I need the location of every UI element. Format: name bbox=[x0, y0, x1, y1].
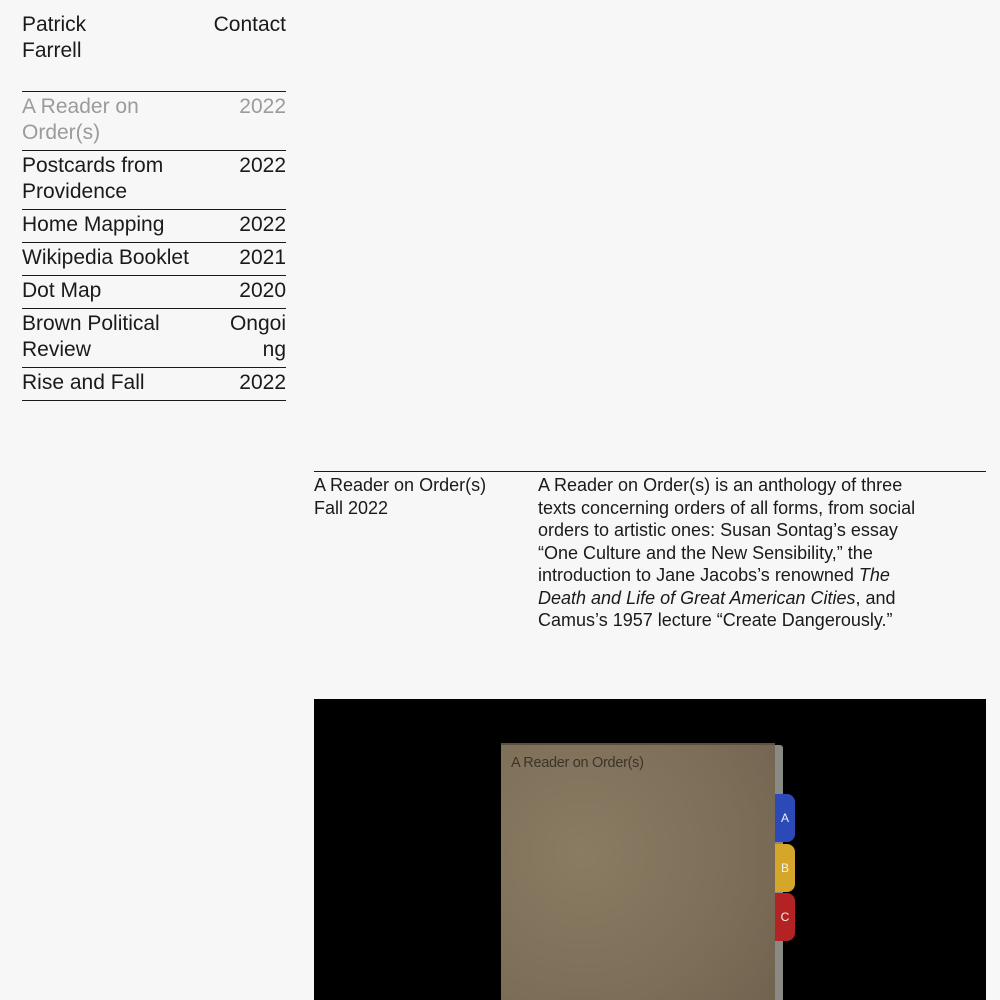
project-item-wikipedia-booklet[interactable] bbox=[22, 243, 286, 276]
project-title: Dot Map bbox=[22, 279, 102, 302]
book-tab-c: C bbox=[775, 893, 795, 941]
description-italic-title: The Death and Life of Great American Cities bbox=[538, 565, 890, 608]
book-tab-b: B bbox=[775, 844, 795, 892]
project-detail bbox=[314, 471, 986, 630]
project-detail-title: A Reader on Order(s) bbox=[314, 475, 487, 495]
site-name[interactable]: Patrick Farrell bbox=[22, 13, 87, 62]
project-year: 2022 bbox=[239, 95, 286, 118]
sidebar bbox=[22, 12, 286, 401]
project-description bbox=[538, 474, 933, 632]
contact-link[interactable]: Contact bbox=[213, 13, 286, 36]
book-tab-a: A bbox=[775, 794, 795, 842]
project-title: Wikipedia Booklet bbox=[22, 246, 189, 269]
project-year: 2022 bbox=[239, 213, 286, 236]
project-item-postcards-from-providence[interactable] bbox=[22, 151, 286, 210]
description-text: A Reader on Order(s) is an anthology of three texts concerning orders of all forms, from social orders to artistic ones: Susan Sontag’s essay “One Culture and the New Sensibility,” the introduction to Jane Jacobs’s renowned bbox=[538, 475, 916, 585]
book-cover bbox=[501, 743, 775, 1000]
project-list bbox=[22, 91, 286, 401]
project-item-rise-and-fall[interactable] bbox=[22, 368, 286, 401]
site-header bbox=[22, 12, 286, 91]
project-year: 2021 bbox=[239, 246, 286, 269]
book-cover-title: A Reader on Order(s) bbox=[511, 755, 644, 771]
project-title: Home Mapping bbox=[22, 213, 165, 236]
project-title: Rise and Fall bbox=[22, 371, 145, 394]
project-title: Brown Political Review bbox=[22, 312, 160, 361]
project-year: 2020 bbox=[239, 279, 286, 302]
project-year: Ongoing bbox=[229, 312, 286, 361]
project-hero-image bbox=[314, 699, 986, 1000]
project-item-a-reader-on-orders[interactable] bbox=[22, 92, 286, 151]
project-title: A Reader on Order(s) bbox=[22, 95, 139, 144]
project-year: 2022 bbox=[239, 371, 286, 394]
project-year: 2022 bbox=[239, 154, 286, 177]
project-detail-date: Fall 2022 bbox=[314, 497, 389, 518]
project-item-dot-map[interactable] bbox=[22, 276, 286, 309]
project-meta bbox=[314, 474, 534, 519]
project-item-brown-political-review[interactable] bbox=[22, 309, 286, 368]
project-item-home-mapping[interactable] bbox=[22, 210, 286, 243]
project-title: Postcards from Providence bbox=[22, 154, 164, 203]
description-text-end: , and Camus’s 1957 lecture “Create Dangerously.” bbox=[538, 587, 896, 630]
